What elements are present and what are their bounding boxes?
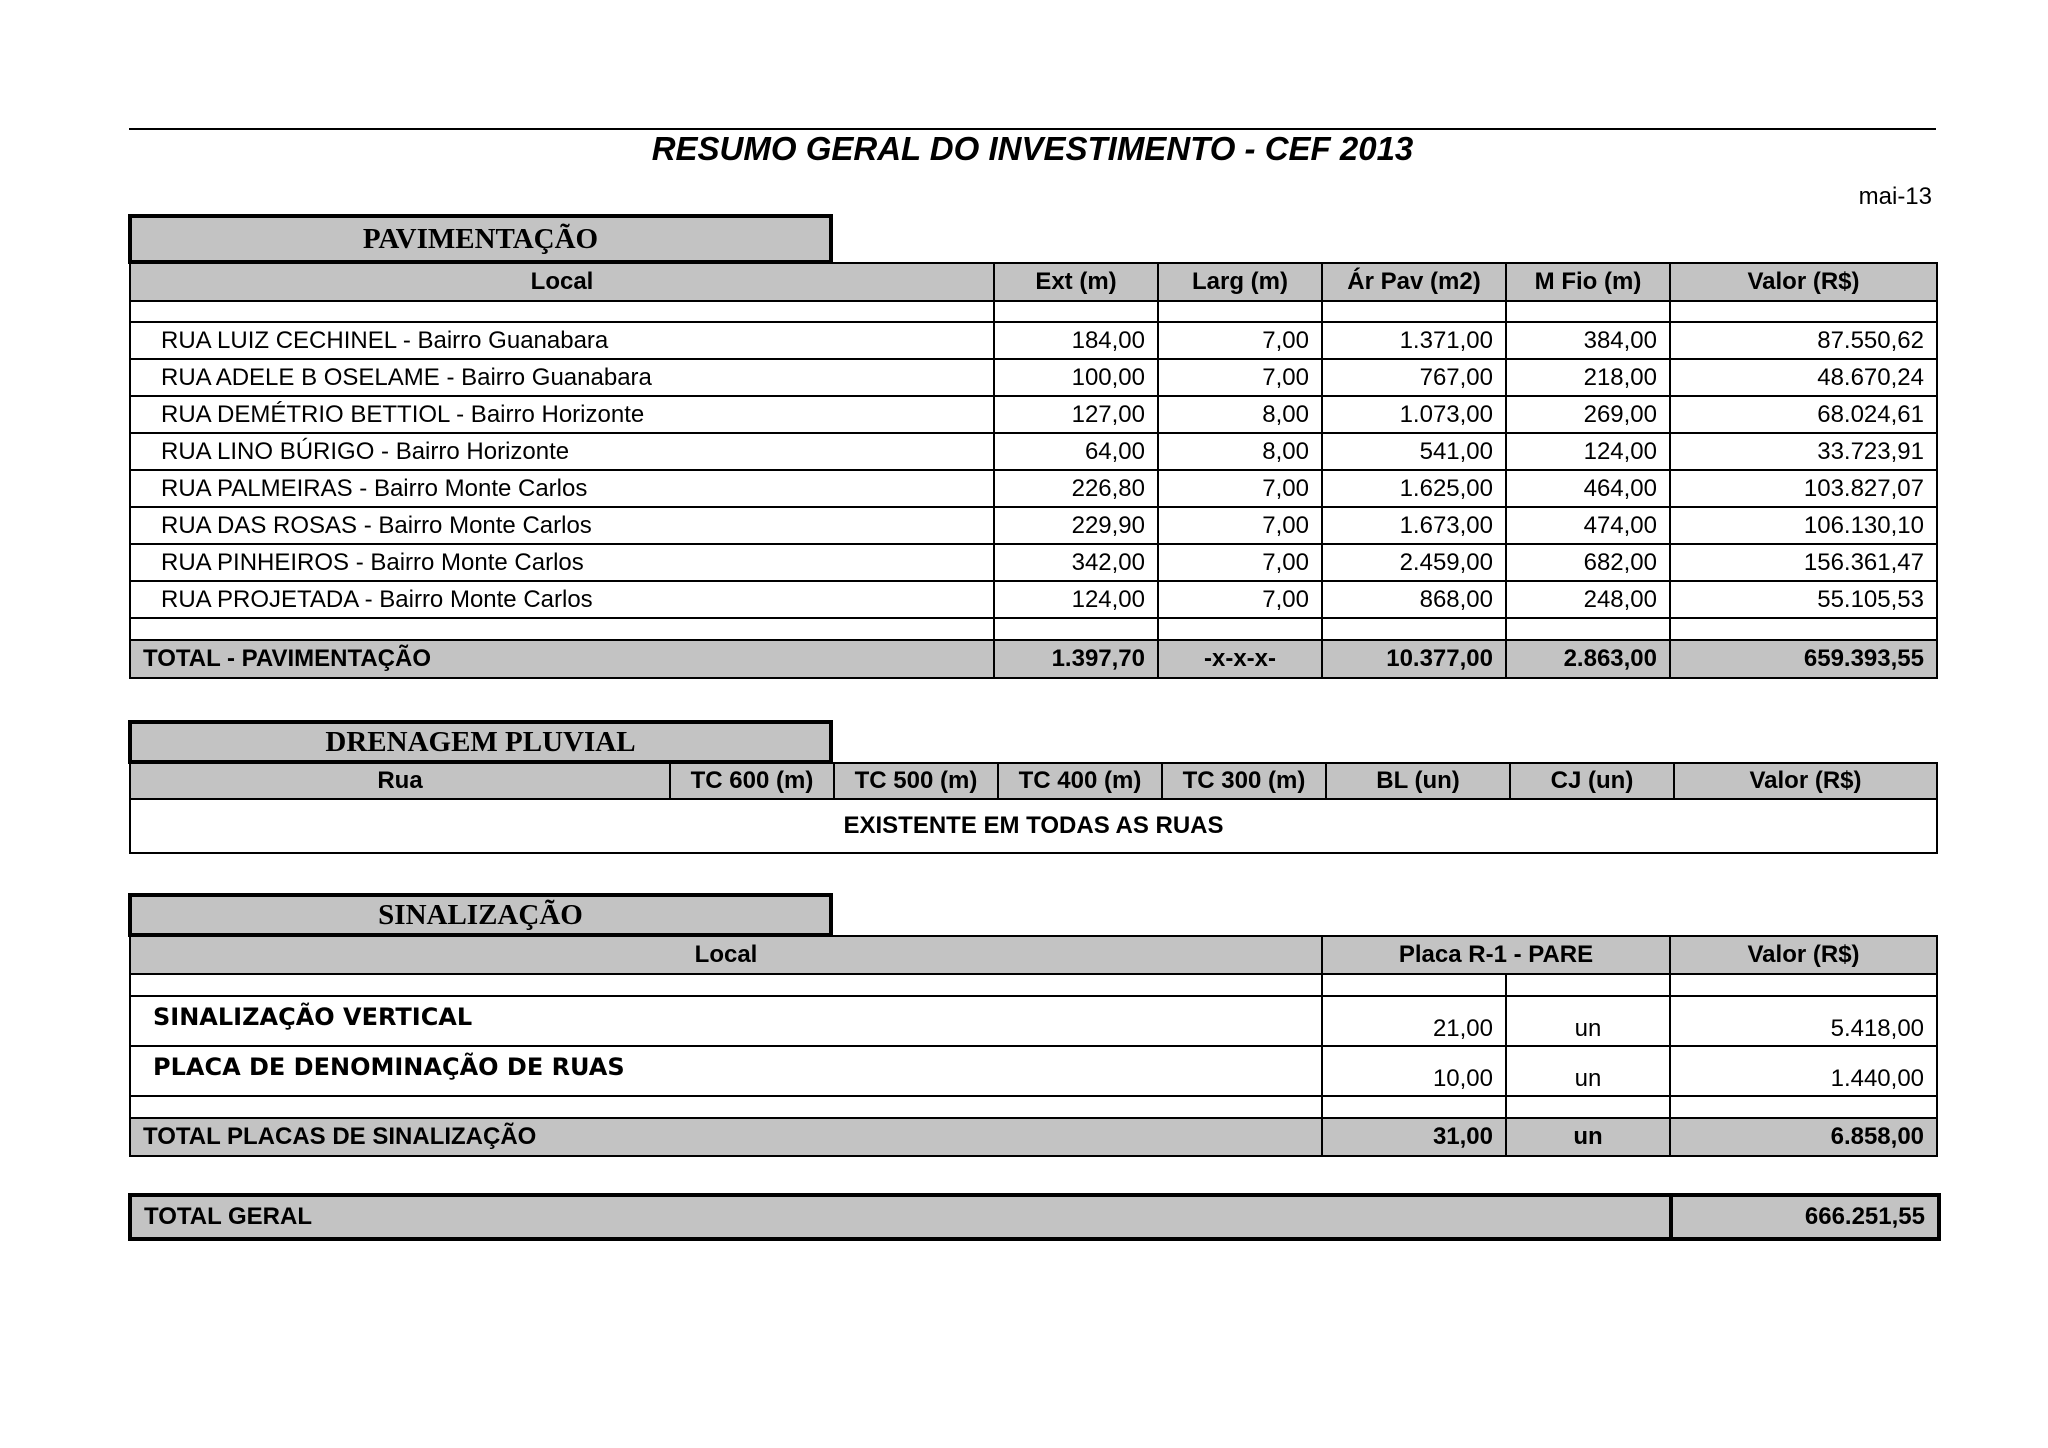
cell-fio: 464,00	[1506, 470, 1670, 507]
cell-local: RUA ADELE B OSELAME - Bairro Guanabara	[130, 359, 994, 396]
cell-larg: 8,00	[1158, 433, 1322, 470]
col-header-tc300: TC 300 (m)	[1162, 763, 1326, 799]
total-area: 10.377,00	[1322, 640, 1506, 678]
table-row	[130, 507, 1937, 544]
col-header-valor: Valor (R$)	[1674, 763, 1937, 799]
cell-local: PLACA DE DENOMINAÇÃO DE RUAS	[130, 1046, 1322, 1096]
drenagem-note-row	[130, 799, 1937, 853]
cell-larg: 7,00	[1158, 507, 1322, 544]
cell-valor: 48.670,24	[1670, 359, 1937, 396]
spacer-row	[130, 974, 1937, 996]
spacer-row	[130, 301, 1937, 322]
cell-valor: 106.130,10	[1670, 507, 1937, 544]
table-row	[130, 581, 1937, 618]
cell-valor: 1.440,00	[1670, 1046, 1937, 1096]
cell-larg: 7,00	[1158, 581, 1322, 618]
col-header-rua: Rua	[130, 763, 670, 799]
table-row	[130, 544, 1937, 581]
table-header-row	[130, 936, 1937, 974]
table-row	[130, 1046, 1937, 1096]
table-row	[130, 433, 1937, 470]
cell-area: 1.625,00	[1322, 470, 1506, 507]
cell-valor: 103.827,07	[1670, 470, 1937, 507]
cell-local: RUA LINO BÚRIGO - Bairro Horizonte	[130, 433, 994, 470]
col-header-cj: CJ (un)	[1510, 763, 1674, 799]
cell-ext: 64,00	[994, 433, 1158, 470]
col-header-valor: Valor (R$)	[1670, 936, 1937, 974]
total-valor: 6.858,00	[1670, 1118, 1937, 1156]
col-header-ext: Ext (m)	[994, 263, 1158, 301]
table-row	[130, 396, 1937, 433]
cell-larg: 7,00	[1158, 544, 1322, 581]
total-qtd: 31,00	[1322, 1118, 1506, 1156]
total-row-sinalizacao	[130, 1118, 1937, 1156]
total-fio: 2.863,00	[1506, 640, 1670, 678]
cell-local: RUA DAS ROSAS - Bairro Monte Carlos	[130, 507, 994, 544]
cell-ext: 184,00	[994, 322, 1158, 359]
cell-area: 1.673,00	[1322, 507, 1506, 544]
total-ext: 1.397,70	[994, 640, 1158, 678]
col-header-fio: M Fio (m)	[1506, 263, 1670, 301]
col-header-larg: Larg (m)	[1158, 263, 1322, 301]
section-title-drenagem: DRENAGEM PLUVIAL	[128, 720, 833, 764]
col-header-bl: BL (un)	[1326, 763, 1510, 799]
col-header-local: Local	[130, 936, 1322, 974]
cell-ext: 124,00	[994, 581, 1158, 618]
cell-larg: 8,00	[1158, 396, 1322, 433]
cell-ext: 226,80	[994, 470, 1158, 507]
table-row	[130, 322, 1937, 359]
col-header-valor: Valor (R$)	[1670, 263, 1937, 301]
cell-qtd: 10,00	[1322, 1046, 1506, 1096]
spacer-row	[130, 618, 1937, 640]
drenagem-note: EXISTENTE EM TODAS AS RUAS	[130, 799, 1937, 853]
cell-ext: 229,90	[994, 507, 1158, 544]
cell-local: RUA PALMEIRAS - Bairro Monte Carlos	[130, 470, 994, 507]
total-geral-label: TOTAL GERAL	[130, 1195, 1671, 1239]
cell-fio: 474,00	[1506, 507, 1670, 544]
table-row	[130, 996, 1937, 1046]
table-row	[130, 359, 1937, 396]
col-header-local: Local	[130, 263, 994, 301]
total-larg: -x-x-x-	[1158, 640, 1322, 678]
cell-valor: 156.361,47	[1670, 544, 1937, 581]
date-label: mai-13	[1858, 183, 1932, 210]
cell-area: 767,00	[1322, 359, 1506, 396]
cell-valor: 68.024,61	[1670, 396, 1937, 433]
cell-valor: 33.723,91	[1670, 433, 1937, 470]
cell-local: RUA LUIZ CECHINEL - Bairro Guanabara	[130, 322, 994, 359]
cell-local: RUA DEMÉTRIO BETTIOL - Bairro Horizonte	[130, 396, 994, 433]
cell-unit: un	[1506, 996, 1670, 1046]
cell-larg: 7,00	[1158, 470, 1322, 507]
cell-valor: 87.550,62	[1670, 322, 1937, 359]
col-header-area: Ár Pav (m2)	[1322, 263, 1506, 301]
table-header-row	[130, 763, 1937, 799]
col-header-tc500: TC 500 (m)	[834, 763, 998, 799]
col-header-placa: Placa R-1 - PARE	[1322, 936, 1670, 974]
section-title-sinalizacao: SINALIZAÇÃO	[128, 893, 833, 937]
cell-ext: 342,00	[994, 544, 1158, 581]
cell-local: RUA PROJETADA - Bairro Monte Carlos	[130, 581, 994, 618]
spacer-row	[130, 1096, 1937, 1118]
cell-area: 541,00	[1322, 433, 1506, 470]
cell-larg: 7,00	[1158, 322, 1322, 359]
cell-local: SINALIZAÇÃO VERTICAL	[130, 996, 1322, 1046]
total-valor: 659.393,55	[1670, 640, 1937, 678]
col-header-tc400: TC 400 (m)	[998, 763, 1162, 799]
total-row-pavimentacao	[130, 640, 1937, 678]
table-row	[130, 470, 1937, 507]
sinalizacao-table	[129, 935, 1938, 1157]
col-header-tc600: TC 600 (m)	[670, 763, 834, 799]
cell-area: 2.459,00	[1322, 544, 1506, 581]
total-geral-valor: 666.251,55	[1671, 1195, 1939, 1239]
cell-qtd: 21,00	[1322, 996, 1506, 1046]
total-geral-row	[130, 1195, 1939, 1239]
page-title: RESUMO GERAL DO INVESTIMENTO - CEF 2013	[651, 130, 1414, 167]
cell-valor: 55.105,53	[1670, 581, 1937, 618]
pavimentacao-table	[129, 262, 1938, 679]
cell-fio: 218,00	[1506, 359, 1670, 396]
cell-fio: 269,00	[1506, 396, 1670, 433]
total-unit: un	[1506, 1118, 1670, 1156]
cell-fio: 124,00	[1506, 433, 1670, 470]
cell-ext: 127,00	[994, 396, 1158, 433]
cell-fio: 248,00	[1506, 581, 1670, 618]
cell-unit: un	[1506, 1046, 1670, 1096]
cell-area: 1.073,00	[1322, 396, 1506, 433]
table-header-row	[130, 263, 1937, 301]
drenagem-table	[129, 762, 1938, 854]
cell-area: 868,00	[1322, 581, 1506, 618]
total-geral-table	[128, 1193, 1941, 1241]
cell-area: 1.371,00	[1322, 322, 1506, 359]
cell-local: RUA PINHEIROS - Bairro Monte Carlos	[130, 544, 994, 581]
cell-ext: 100,00	[994, 359, 1158, 396]
cell-larg: 7,00	[1158, 359, 1322, 396]
cell-valor: 5.418,00	[1670, 996, 1937, 1046]
section-title-pavimentacao: PAVIMENTAÇÃO	[128, 214, 833, 264]
cell-fio: 384,00	[1506, 322, 1670, 359]
cell-fio: 682,00	[1506, 544, 1670, 581]
total-label: TOTAL PLACAS DE SINALIZAÇÃO	[130, 1118, 1322, 1156]
total-label: TOTAL - PAVIMENTAÇÃO	[130, 640, 994, 678]
